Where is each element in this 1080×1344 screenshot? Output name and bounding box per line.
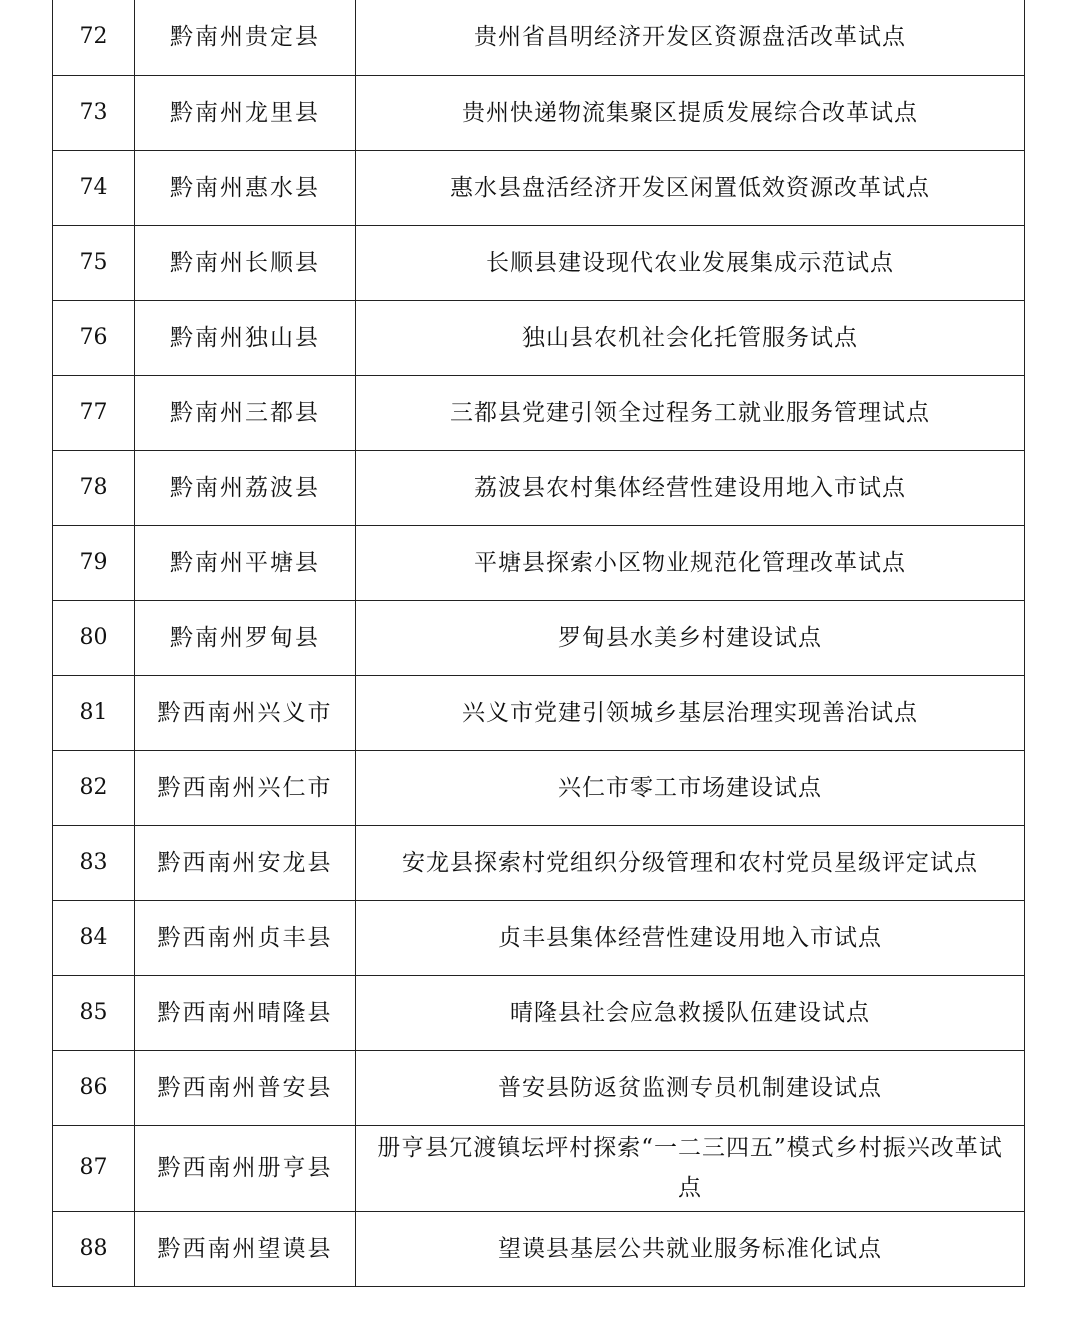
row-project: 三都县党建引领全过程务工就业服务管理试点: [356, 375, 1025, 450]
row-region: 黔西南州望谟县: [135, 1211, 356, 1286]
row-region: 黔南州三都县: [135, 375, 356, 450]
row-project: 贵州快递物流集聚区提质发展综合改革试点: [356, 75, 1025, 150]
row-number: 73: [53, 75, 135, 150]
row-region: 黔南州荔波县: [135, 450, 356, 525]
table-row: [53, 375, 1025, 450]
row-project: 普安县防返贫监测专员机制建设试点: [356, 1050, 1025, 1125]
table-row: [53, 900, 1025, 975]
row-project: 平塘县探索小区物业规范化管理改革试点: [356, 525, 1025, 600]
row-region: 黔西南州普安县: [135, 1050, 356, 1125]
pilot-list-table-container: [52, 0, 1024, 1287]
row-project: 晴隆县社会应急救援队伍建设试点: [356, 975, 1025, 1050]
table-row: [53, 225, 1025, 300]
row-project: 安龙县探索村党组织分级管理和农村党员星级评定试点: [356, 825, 1025, 900]
row-region: 黔南州贵定县: [135, 0, 356, 75]
row-project: 独山县农机社会化托管服务试点: [356, 300, 1025, 375]
row-region: 黔南州龙里县: [135, 75, 356, 150]
row-project: 兴义市党建引领城乡基层治理实现善治试点: [356, 675, 1025, 750]
row-project: 望谟县基层公共就业服务标准化试点: [356, 1211, 1025, 1286]
row-project: 荔波县农村集体经营性建设用地入市试点: [356, 450, 1025, 525]
row-region: 黔南州长顺县: [135, 225, 356, 300]
table-row: [53, 0, 1025, 75]
row-region: 黔西南州贞丰县: [135, 900, 356, 975]
row-number: 80: [53, 600, 135, 675]
pilot-list-table: [52, 0, 1025, 1287]
row-number: 74: [53, 150, 135, 225]
row-number: 78: [53, 450, 135, 525]
table-row: [53, 1125, 1025, 1211]
row-region: 黔南州平塘县: [135, 525, 356, 600]
row-region: 黔西南州兴义市: [135, 675, 356, 750]
row-number: 72: [53, 0, 135, 75]
row-number: 77: [53, 375, 135, 450]
row-region: 黔西南州晴隆县: [135, 975, 356, 1050]
row-project: 贞丰县集体经营性建设用地入市试点: [356, 900, 1025, 975]
row-region: 黔南州罗甸县: [135, 600, 356, 675]
row-project: 惠水县盘活经济开发区闲置低效资源改革试点: [356, 150, 1025, 225]
row-number: 83: [53, 825, 135, 900]
row-number: 81: [53, 675, 135, 750]
row-region: 黔西南州册亨县: [135, 1125, 356, 1211]
row-number: 87: [53, 1125, 135, 1211]
table-row: [53, 600, 1025, 675]
table-row: [53, 750, 1025, 825]
row-number: 82: [53, 750, 135, 825]
table-row: [53, 825, 1025, 900]
row-project: 兴仁市零工市场建设试点: [356, 750, 1025, 825]
row-number: 88: [53, 1211, 135, 1286]
row-project: 贵州省昌明经济开发区资源盘活改革试点: [356, 0, 1025, 75]
row-project: 册亨县冗渡镇坛坪村探索“一二三四五”模式乡村振兴改革试点: [356, 1125, 1025, 1211]
row-number: 76: [53, 300, 135, 375]
row-number: 75: [53, 225, 135, 300]
row-region: 黔南州独山县: [135, 300, 356, 375]
table-row: [53, 450, 1025, 525]
row-number: 85: [53, 975, 135, 1050]
row-number: 79: [53, 525, 135, 600]
table-row: [53, 1050, 1025, 1125]
table-row: [53, 525, 1025, 600]
table-row: [53, 975, 1025, 1050]
row-region: 黔西南州兴仁市: [135, 750, 356, 825]
table-row: [53, 300, 1025, 375]
table-row: [53, 150, 1025, 225]
table-row: [53, 1211, 1025, 1286]
row-region: 黔西南州安龙县: [135, 825, 356, 900]
row-number: 86: [53, 1050, 135, 1125]
row-project: 罗甸县水美乡村建设试点: [356, 600, 1025, 675]
row-number: 84: [53, 900, 135, 975]
row-project: 长顺县建设现代农业发展集成示范试点: [356, 225, 1025, 300]
row-region: 黔南州惠水县: [135, 150, 356, 225]
table-row: [53, 675, 1025, 750]
table-row: [53, 75, 1025, 150]
